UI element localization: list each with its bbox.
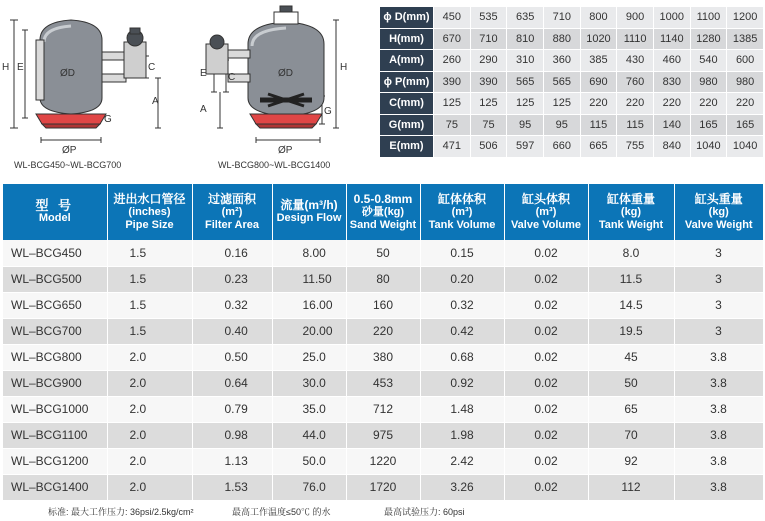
spec-cell: 0.02: [504, 318, 588, 344]
table-row: [3, 318, 763, 344]
model-cell: WL–BCG650: [3, 292, 107, 318]
footer-notes: [0, 503, 765, 519]
table-row: [3, 292, 763, 318]
dim-cell: 565: [507, 71, 544, 93]
dim-cell: 290: [470, 50, 507, 72]
dim-row-c: [380, 93, 764, 115]
dim-row-p: [380, 71, 764, 93]
header-design-flow-en: Design Flow: [276, 212, 342, 224]
dim-row-label: ϕ P(mm): [380, 71, 434, 93]
dim-cell: 390: [434, 71, 471, 93]
dim-cell: 385: [580, 50, 617, 72]
spec-cell: 3.8: [674, 344, 763, 370]
filter-drawings-svg: [0, 0, 375, 178]
dim-cell: 670: [434, 28, 471, 50]
spec-cell: 160: [346, 292, 420, 318]
dim-cell: 540: [690, 50, 727, 72]
dim-cell: 800: [580, 7, 617, 29]
dim-cell: 165: [690, 114, 727, 136]
label-d-left: ØD: [60, 68, 75, 79]
left-drawing-caption: WL-BCG450~WL-BCG700: [14, 160, 122, 170]
spec-cell: 0.32: [192, 292, 272, 318]
spec-cell: 0.92: [420, 370, 504, 396]
header-valve-weight-cn: 缸头重量: [694, 191, 743, 206]
header-design-flow-cn: 流量(m³/h): [280, 198, 338, 212]
header-valve-volume-en: Valve Volume: [510, 218, 582, 231]
dim-cell: 220: [580, 93, 617, 115]
spec-cell: 3.8: [674, 396, 763, 422]
spec-cell: 1.98: [420, 422, 504, 448]
dim-cell: 125: [543, 93, 580, 115]
spec-cell: 0.02: [504, 448, 588, 474]
header-tank-volume: [420, 184, 504, 240]
spec-cell: 3.26: [420, 474, 504, 500]
spec-cell: 3: [674, 318, 763, 344]
spec-cell: 11.50: [272, 266, 346, 292]
dim-cell: 597: [507, 136, 544, 158]
table-row: [3, 344, 763, 370]
dim-cell: 1040: [727, 136, 764, 158]
label-c-right: C: [228, 72, 236, 83]
model-cell: WL–BCG1000: [3, 396, 107, 422]
spec-cell: 453: [346, 370, 420, 396]
spec-cell: 3.8: [674, 422, 763, 448]
model-cell: WL–BCG1100: [3, 422, 107, 448]
spec-cell: 0.16: [192, 240, 272, 266]
model-cell: WL–BCG700: [3, 318, 107, 344]
spec-cell: 1.48: [420, 396, 504, 422]
dim-cell: 95: [543, 114, 580, 136]
dim-cell: 460: [653, 50, 690, 72]
header-sand-weight: [346, 184, 420, 240]
spec-cell: 0.02: [504, 266, 588, 292]
spec-cell: 45: [588, 344, 674, 370]
dim-cell: 710: [543, 7, 580, 29]
model-cell: WL–BCG500: [3, 266, 107, 292]
spec-cell: 2.42: [420, 448, 504, 474]
header-pipe-size: [107, 184, 192, 240]
label-d-right: ØD: [278, 68, 293, 79]
table-row: [3, 474, 763, 500]
header-tank-weight: [588, 184, 674, 240]
model-cell: WL–BCG900: [3, 370, 107, 396]
label-e-left: E: [17, 62, 24, 73]
spec-cell: 1.53: [192, 474, 272, 500]
header-valve-volume-unit: (m³): [535, 205, 557, 218]
dim-cell: 980: [727, 71, 764, 93]
dim-cell: 635: [507, 7, 544, 29]
spec-cell: 25.0: [272, 344, 346, 370]
spec-cell: 0.32: [420, 292, 504, 318]
spec-cell: 0.02: [504, 474, 588, 500]
dim-cell: 980: [690, 71, 727, 93]
header-filter-area-unit: (m²): [221, 205, 243, 218]
spec-cell: 0.15: [420, 240, 504, 266]
spec-cell: 220: [346, 318, 420, 344]
header-tank-volume-cn: 缸体体积: [437, 191, 486, 206]
spec-cell: 1.13: [192, 448, 272, 474]
spec-cell: 2.0: [107, 474, 192, 500]
dim-cell: 220: [727, 93, 764, 115]
model-cell: WL–BCG1200: [3, 448, 107, 474]
dim-cell: 125: [434, 93, 471, 115]
header-tank-weight-en: Tank Weight: [598, 218, 664, 231]
header-valve-weight-en: Valve Weight: [684, 218, 753, 231]
spec-cell: 3: [674, 292, 763, 318]
spec-cell: 1.5: [107, 266, 192, 292]
spec-cell: 112: [588, 474, 674, 500]
spec-cell: 2.0: [107, 370, 192, 396]
table-row: [3, 422, 763, 448]
left-filter-drawing: [10, 20, 161, 143]
dim-cell: 830: [653, 71, 690, 93]
dim-cell: 660: [543, 136, 580, 158]
dim-cell: 565: [543, 71, 580, 93]
dim-cell: 1110: [617, 28, 654, 50]
spec-cell: 2.0: [107, 422, 192, 448]
spec-cell: 975: [346, 422, 420, 448]
table-row: [3, 370, 763, 396]
spec-cell: 0.40: [192, 318, 272, 344]
spec-cell: 3.8: [674, 448, 763, 474]
spec-cell: 0.02: [504, 292, 588, 318]
dim-cell: 760: [617, 71, 654, 93]
dim-cell: 140: [653, 114, 690, 136]
dim-cell: 840: [653, 136, 690, 158]
dim-cell: 95: [507, 114, 544, 136]
dimension-table: [379, 6, 764, 158]
technical-drawings: [0, 0, 375, 178]
spec-cell: 50: [588, 370, 674, 396]
label-h-right: H: [340, 62, 348, 73]
dim-cell: 125: [507, 93, 544, 115]
spec-cell: 14.5: [588, 292, 674, 318]
right-filter-drawing: [206, 6, 339, 143]
spec-cell: 0.02: [504, 422, 588, 448]
spec-cell: 1.5: [107, 318, 192, 344]
spec-cell: 0.64: [192, 370, 272, 396]
header-valve-volume: [504, 184, 588, 240]
label-p-left: ØP: [62, 145, 77, 156]
dim-cell: 165: [727, 114, 764, 136]
spec-cell: 50: [346, 240, 420, 266]
dim-cell: 1020: [580, 28, 617, 50]
spec-cell: 1.5: [107, 240, 192, 266]
table-row: [3, 448, 763, 474]
dim-cell: 471: [434, 136, 471, 158]
dim-row-label: E(mm): [380, 136, 434, 158]
header-valve-weight: [674, 184, 763, 240]
label-e-right: E: [200, 68, 207, 79]
dim-cell: 1140: [653, 28, 690, 50]
dim-cell: 710: [470, 28, 507, 50]
model-cell: WL–BCG800: [3, 344, 107, 370]
model-cell: WL–BCG450: [3, 240, 107, 266]
spec-cell: 2.0: [107, 396, 192, 422]
spec-cell: 16.00: [272, 292, 346, 318]
dim-row-label: H(mm): [380, 28, 434, 50]
header-model-cn: 型 号: [35, 198, 75, 213]
dim-row-e: [380, 136, 764, 158]
spec-cell: 1.5: [107, 292, 192, 318]
spec-cell: 0.20: [420, 266, 504, 292]
dim-cell: 1100: [690, 7, 727, 29]
spec-cell: 712: [346, 396, 420, 422]
header-model-en: Model: [38, 212, 71, 224]
dim-cell: 115: [617, 114, 654, 136]
spec-cell: 44.0: [272, 422, 346, 448]
header-tank-volume-en: Tank Volume: [428, 218, 496, 231]
spec-cell: 76.0: [272, 474, 346, 500]
dim-cell: 1200: [727, 7, 764, 29]
header-filter-area: [192, 184, 272, 240]
label-a-left: A: [152, 96, 159, 107]
dim-cell: 310: [507, 50, 544, 72]
spec-cell: 3.8: [674, 474, 763, 500]
spec-cell: 30.0: [272, 370, 346, 396]
header-sand-weight-en: Sand Weight: [349, 218, 417, 231]
spec-cell: 0.02: [504, 344, 588, 370]
header-sand-weight-size: 0.5-0.8mm: [353, 191, 413, 206]
header-tank-volume-unit: (m³): [451, 205, 473, 218]
spec-cell: 50.0: [272, 448, 346, 474]
header-filter-area-cn: 过滤面积: [207, 191, 256, 206]
dim-cell: 665: [580, 136, 617, 158]
table-header-row: [3, 184, 763, 240]
dim-row-label: ϕ D(mm): [380, 7, 434, 29]
dim-cell: 600: [727, 50, 764, 72]
dim-cell: 535: [470, 7, 507, 29]
spec-cell: 3.8: [674, 370, 763, 396]
spec-cell: 0.23: [192, 266, 272, 292]
spec-cell: 0.42: [420, 318, 504, 344]
dim-cell: 880: [543, 28, 580, 50]
table-row: [3, 396, 763, 422]
dim-cell: 220: [653, 93, 690, 115]
spec-cell: 0.02: [504, 396, 588, 422]
dim-row-label: C(mm): [380, 93, 434, 115]
label-a-right: A: [200, 104, 207, 115]
spec-cell: 1220: [346, 448, 420, 474]
spec-cell: 1720: [346, 474, 420, 500]
spec-cell: 92: [588, 448, 674, 474]
dim-cell: 900: [617, 7, 654, 29]
spec-cell: 11.5: [588, 266, 674, 292]
dim-cell: 450: [434, 7, 471, 29]
spec-cell: 70: [588, 422, 674, 448]
spec-cell: 20.00: [272, 318, 346, 344]
label-c-left: C: [148, 62, 156, 73]
dim-cell: 115: [580, 114, 617, 136]
dim-row-a: [380, 50, 764, 72]
spec-cell: 8.00: [272, 240, 346, 266]
header-model: [3, 184, 107, 240]
spec-cell: 3: [674, 266, 763, 292]
table-row: [3, 266, 763, 292]
spec-cell: 80: [346, 266, 420, 292]
spec-cell: 35.0: [272, 396, 346, 422]
dim-cell: 1385: [727, 28, 764, 50]
header-sand-weight-cn: 砂量(kg): [361, 205, 405, 218]
dim-cell: 260: [434, 50, 471, 72]
dim-cell: 506: [470, 136, 507, 158]
spec-cell: 0.02: [504, 370, 588, 396]
dim-cell: 1280: [690, 28, 727, 50]
dim-row-h: [380, 28, 764, 50]
spec-cell: 2.0: [107, 344, 192, 370]
dim-row-label: G(mm): [380, 114, 434, 136]
label-g-left: G: [104, 114, 112, 125]
spec-cell: 8.0: [588, 240, 674, 266]
dim-row-g: [380, 114, 764, 136]
header-pipe-size-en: Pipe Size: [125, 218, 174, 231]
spec-cell: 3: [674, 240, 763, 266]
header-valve-weight-unit: (kg): [708, 205, 729, 218]
footer-temperature: 最高工作温度≤50℃ 的水: [232, 507, 331, 517]
header-valve-volume-cn: 缸头体积: [521, 191, 570, 206]
dim-cell: 430: [617, 50, 654, 72]
dim-cell: 360: [543, 50, 580, 72]
right-drawing-caption: WL-BCG800~WL-BCG1400: [218, 160, 331, 170]
spec-cell: 2.0: [107, 448, 192, 474]
header-pipe-size-unit: (inches): [128, 205, 171, 218]
dim-cell: 75: [470, 114, 507, 136]
dim-cell: 810: [507, 28, 544, 50]
header-tank-weight-unit: (kg): [620, 205, 642, 218]
dim-cell: 755: [617, 136, 654, 158]
spec-cell: 0.79: [192, 396, 272, 422]
spec-cell: 0.02: [504, 240, 588, 266]
model-cell: WL–BCG1400: [3, 474, 107, 500]
dim-cell: 125: [470, 93, 507, 115]
spec-cell: 19.5: [588, 318, 674, 344]
spec-cell: 0.98: [192, 422, 272, 448]
dim-cell: 75: [434, 114, 471, 136]
header-tank-weight-cn: 缸体重量: [606, 191, 655, 206]
header-design-flow: [272, 184, 346, 240]
label-h-left: H: [2, 62, 10, 73]
header-filter-area-en: Filter Area: [204, 218, 259, 231]
header-pipe-size-cn: 进出水口管径: [113, 191, 186, 206]
spec-cell: 0.68: [420, 344, 504, 370]
footer-pressure: 标准: 最大工作压力: 36psi/2.5kg/cm²: [48, 507, 194, 517]
dim-cell: 220: [690, 93, 727, 115]
dim-cell: 390: [470, 71, 507, 93]
dim-cell: 690: [580, 71, 617, 93]
dim-cell: 1000: [653, 7, 690, 29]
footer-test-pressure: 最高试验压力: 60psi: [384, 507, 465, 517]
dim-cell: 220: [617, 93, 654, 115]
table-row: [3, 240, 763, 266]
dim-cell: 1040: [690, 136, 727, 158]
label-g-right: G: [324, 106, 332, 117]
specification-table: [3, 184, 764, 501]
spec-cell: 65: [588, 396, 674, 422]
spec-cell: 0.50: [192, 344, 272, 370]
spec-cell: 380: [346, 344, 420, 370]
label-p-right: ØP: [278, 145, 293, 156]
dim-row-d: [380, 7, 764, 29]
dim-row-label: A(mm): [380, 50, 434, 72]
